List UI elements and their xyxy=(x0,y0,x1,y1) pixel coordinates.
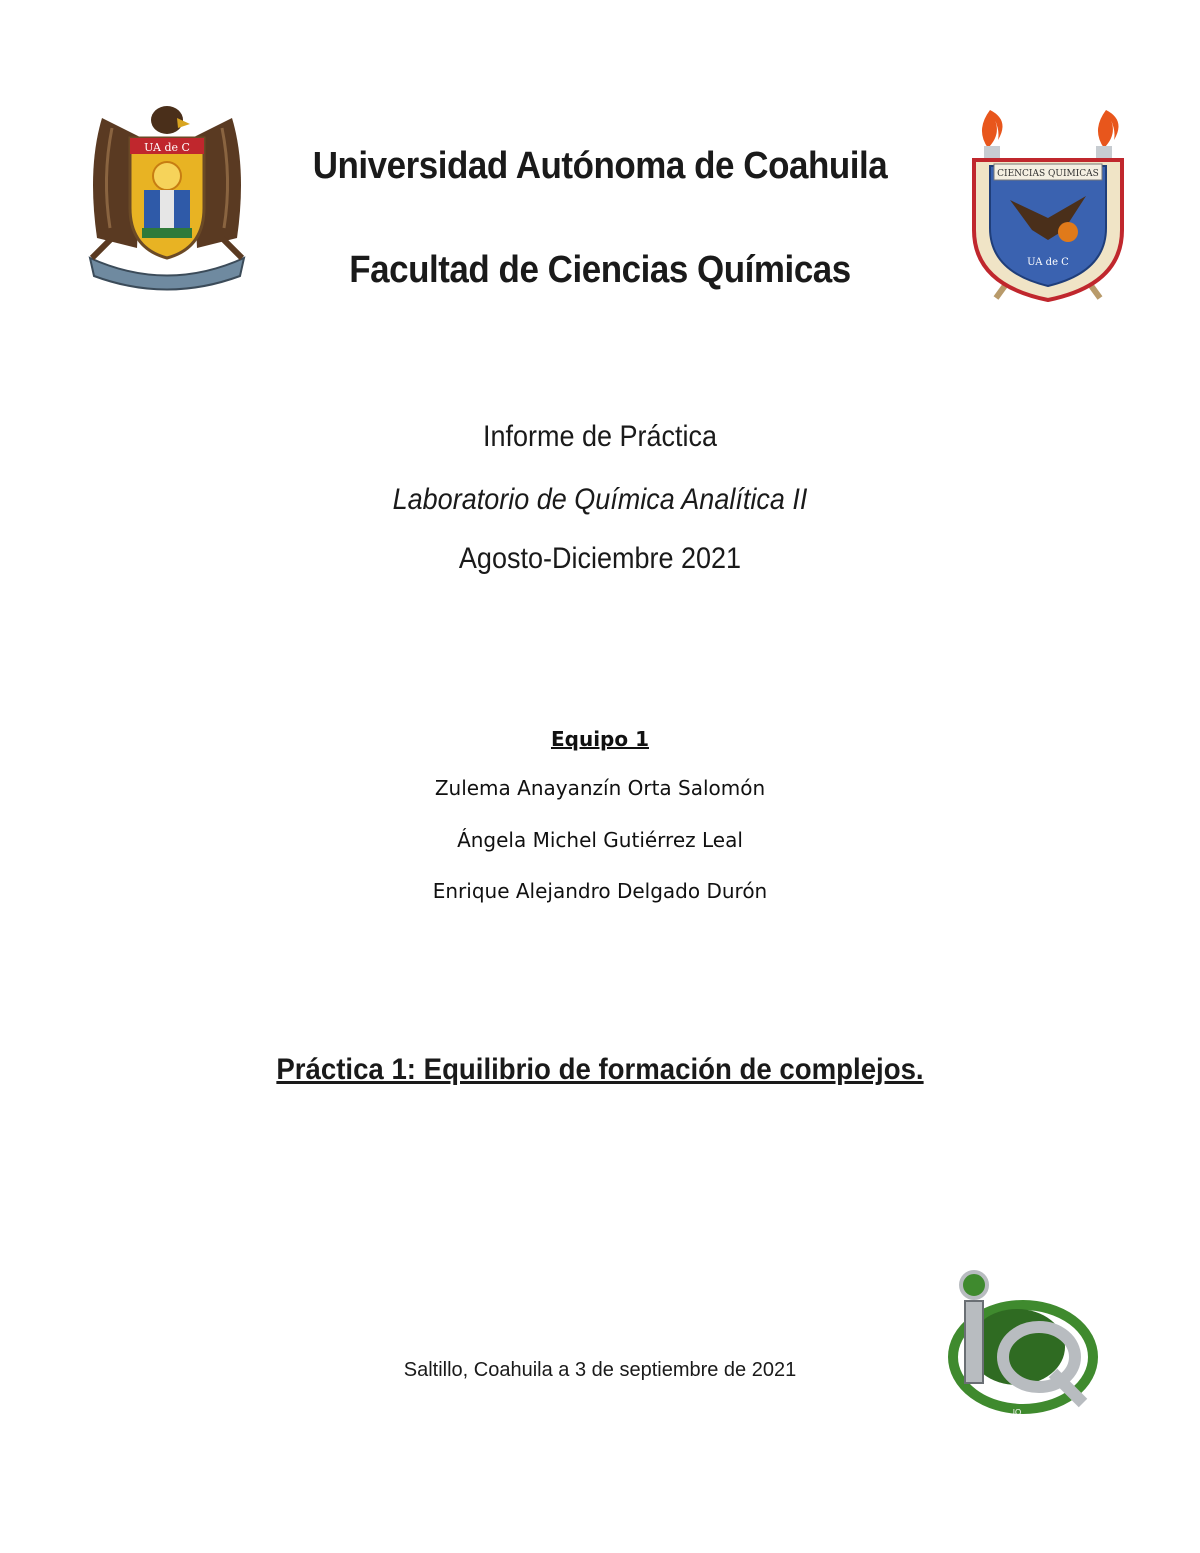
course-name: Laboratorio de Química Analítica II xyxy=(392,483,808,516)
place-date: Saltillo, Coahuila a 3 de septiembre de 2021 xyxy=(403,1359,797,1381)
team-member: Ángela Michel Gutiérrez Leal xyxy=(457,828,743,852)
university-title: Universidad Autónoma de Coahuila xyxy=(312,145,888,187)
iq-logo xyxy=(935,1265,1100,1420)
report-type: Informe de Práctica xyxy=(482,420,718,453)
team-member: Zulema Anayanzín Orta Salomón xyxy=(434,776,766,800)
team-label: Equipo 1 xyxy=(550,727,649,751)
iq-logo-letters: IQ xyxy=(1012,1408,1022,1417)
academic-period: Agosto-Diciembre 2021 xyxy=(458,542,742,575)
team-member: Enrique Alejandro Delgado Durón xyxy=(432,879,768,903)
faculty-title: Facultad de Ciencias Químicas xyxy=(349,249,851,291)
fcq-banner-text: CIENCIAS QUIMICAS xyxy=(997,169,1099,179)
practice-title: Práctica 1: Equilibrio de formación de complejos. xyxy=(276,1053,924,1086)
uadec-shield-text: UA de C xyxy=(144,141,190,154)
fcq-shield-text: UA de C xyxy=(1027,257,1069,268)
